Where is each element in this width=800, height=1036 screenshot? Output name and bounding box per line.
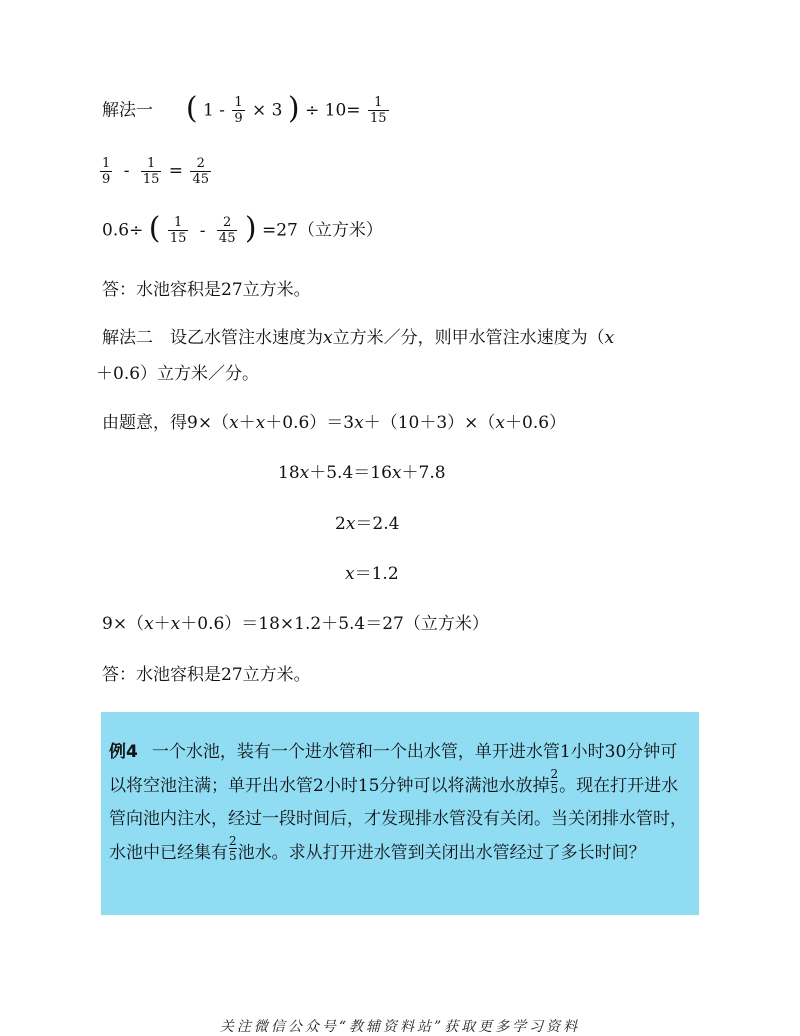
- footer-note: 关注微信公众号“教辅资料站”获取更多学习资料: [219, 1019, 581, 1035]
- fraction: $\frac{2}{5}$: [229, 834, 237, 863]
- method2-answer: 答：水池容积是27立方米。: [102, 665, 311, 685]
- example4-text: 一个水池，装有一个进水管和一个出水管，单开进水管1小时30分钟可以将空池注满；单开出水管2小时15分钟可以将满池水放掉: [109, 742, 678, 796]
- fraction: $\frac{1}{15}$: [369, 95, 387, 126]
- method1-eq3: 0.6÷ ( $\frac{1}{15}$ - $\frac{2}{45}$ ) =27（立方米）: [102, 211, 383, 246]
- example4-label: 例4: [109, 742, 138, 762]
- method1-answer: 答：水池容积是27立方米。: [102, 280, 311, 300]
- fraction: $\frac{1}{9}$: [234, 95, 243, 126]
- method1-label: 解法一: [102, 100, 153, 121]
- fraction: $\frac{2}{45}$: [192, 156, 209, 187]
- fraction: $\frac{1}{15}$: [142, 156, 160, 187]
- example4-box: 例4 一个水池，装有一个进水管和一个出水管，单开进水管1小时30分钟可以将空池注满；单开出水管2小时15分钟可以将满池水放掉 $\frac{2}{5}$ 。现在打开进水管向池内注水，经过一段时间后，才发现排水管没有关闭。当关闭排水管时，水池中已经集有 $\frac{2}{5}$ 池水。求从打开进水管到关闭出水管经过了多长时间？: [101, 712, 699, 915]
- method1-eq2: $\frac{1}{9}$ - $\frac{1}{15}$ = $\frac{2}{45}$: [102, 156, 209, 187]
- method1-eq1: 解法一 ( 1 - $\frac{1}{9}$ × 3 ) ÷ 10= $\frac{1}{15}$: [102, 91, 387, 126]
- fraction: $\frac{1}{15}$: [169, 215, 187, 246]
- method2-step3: x＝1.2: [345, 564, 399, 584]
- method2-intro-line2: ＋0.6）立方米／分。: [96, 364, 260, 384]
- fraction: $\frac{2}{5}$: [550, 767, 559, 796]
- method2-setup: 由题意，得9×（x＋x＋0.6）＝3x＋（10＋3）×（x＋0.6）: [102, 413, 567, 433]
- fraction: $\frac{1}{9}$: [102, 156, 111, 187]
- method2-step1: 18x＋5.4＝16x＋7.8: [278, 463, 446, 483]
- method2-check: 9×（x＋x＋0.6）＝18×1.2＋5.4＝27（立方米）: [102, 614, 489, 634]
- method2-intro-line1: 解法二 设乙水管注水速度为x立方米／分，则甲水管注水速度为（x: [102, 328, 615, 348]
- method2-step2: 2x＝2.4: [335, 514, 400, 534]
- fraction: $\frac{2}{45}$: [218, 215, 236, 246]
